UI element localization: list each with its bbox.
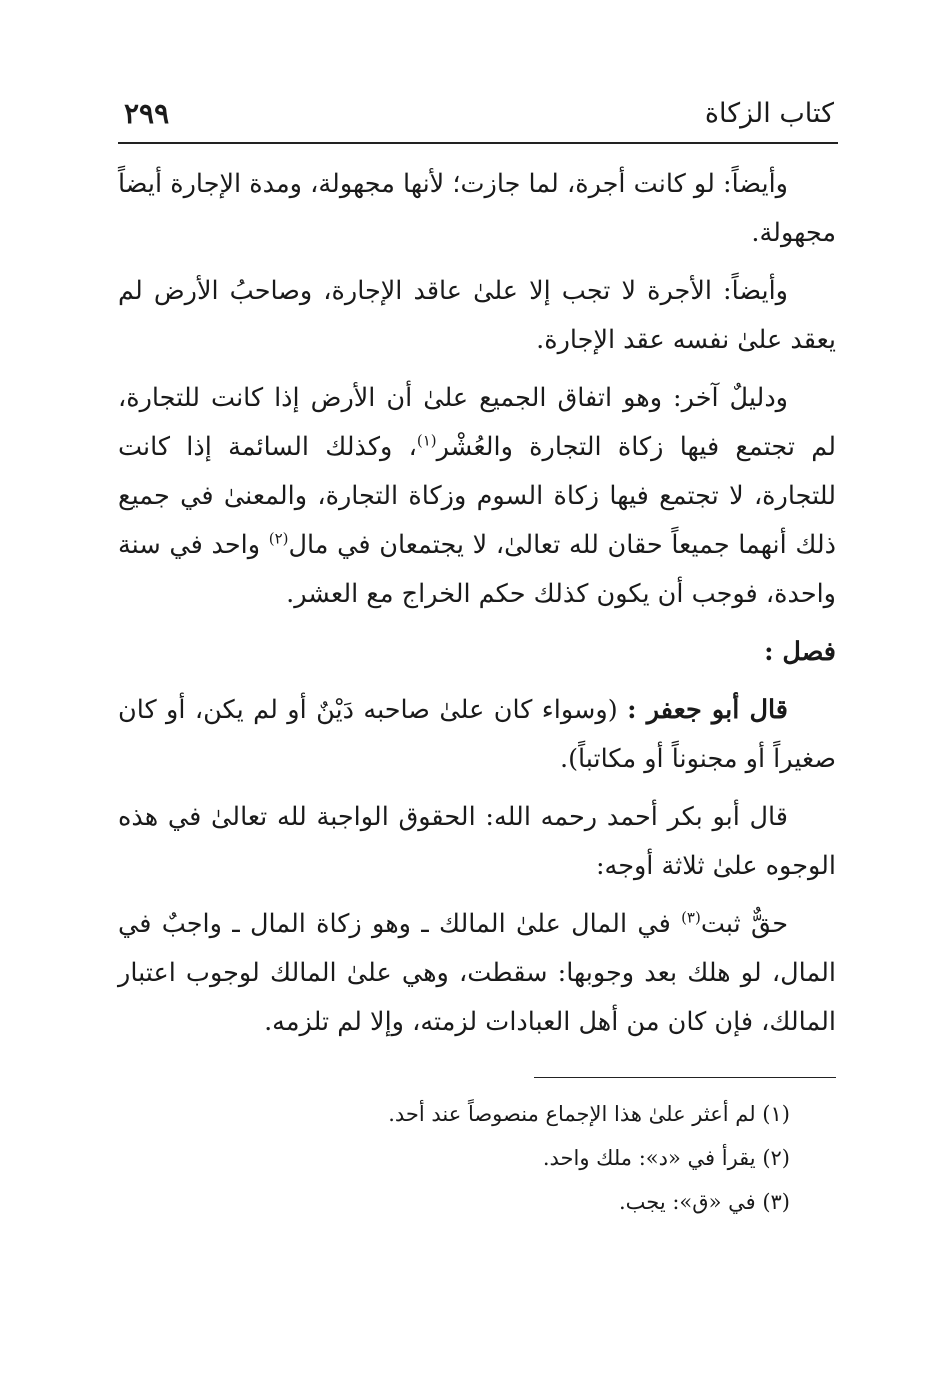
paragraph-5: قال أبو بكر أحمد رحمه الله: الحقوق الواجبة لله تعالىٰ في هذه الوجوه علىٰ ثلاثة أوجه:	[118, 802, 836, 881]
quote-text: (وسواء كان علىٰ صاحبه دَيْنٌ أو لم يكن، أو كان صغيراً أو مجنوناً أو مكاتباً).	[118, 695, 836, 774]
footnote-separator	[534, 1077, 836, 1078]
paragraph-6-text-a: حقٌّ ثبت	[700, 909, 788, 939]
footnote-ref-2: (٢)	[268, 529, 289, 548]
paragraph-3-text-b: ، وكذلك السائمة إذا كانت للتجارة، لا تجتمع فيها زكاة السوم وزكاة التجارة، والمعنىٰ في جميع ذلك أنهما جميعاً حقان لله تعالىٰ، لا يجتمعان في مال	[118, 432, 836, 560]
main-text	[118, 160, 836, 1056]
paragraph-1: وأيضاً: لو كانت أجرة، لما جازت؛ لأنها مجهولة، ومدة الإجارة أيضاً مجهولة.	[118, 169, 836, 248]
footnote-1: (١) لم أعثر علىٰ هذا الإجماع منصوصاً عند أحد.	[388, 1102, 790, 1126]
footnote-2: (٢) يقرأ في «د»: ملك واحد.	[542, 1146, 790, 1170]
paragraph-6-text-b: في المال علىٰ المالك ـ وهو زكاة المال ـ واجبٌ في المال، لو هلك بعد وجوبها: سقطت، وهي علىٰ المالك لوجوب اعتبار المالك، فإن كان من أهل العبادات لزمته، وإلا لم تلزمه.	[118, 909, 836, 1037]
running-title: كتاب الزكاة	[704, 98, 834, 129]
paragraph-3-text-a: ودليلٌ آخر: وهو اتفاق الجميع علىٰ أن الأرض إذا كانت للتجارة، لم تجتمع فيها زكاة التجارة والعُشْر	[118, 383, 836, 462]
quote-speaker: قال أبو جعفر :	[627, 695, 788, 725]
paragraph-6	[118, 900, 836, 1047]
paragraph-4	[118, 686, 836, 784]
section-heading: فصل :	[764, 637, 836, 667]
footnotes	[300, 1092, 790, 1224]
paragraph-3-text-c: واحد في سنة واحدة، فوجب أن يكون كذلك حكم الخراج مع العشر.	[118, 530, 836, 609]
page-number: ٢٩٩	[124, 97, 170, 130]
paragraph-3	[118, 374, 836, 619]
footnote-ref-3: (٣)	[681, 908, 701, 927]
paragraph-2: وأيضاً: الأجرة لا تجب إلا علىٰ عاقد الإجارة، وصاحبُ الأرض لم يعقد علىٰ نفسه عقد الإجارة.	[118, 276, 836, 355]
footnote-ref-1: (١)	[416, 431, 437, 450]
page-header	[118, 92, 838, 144]
footnote-3: (٣) في «ق»: يجب.	[618, 1190, 790, 1214]
